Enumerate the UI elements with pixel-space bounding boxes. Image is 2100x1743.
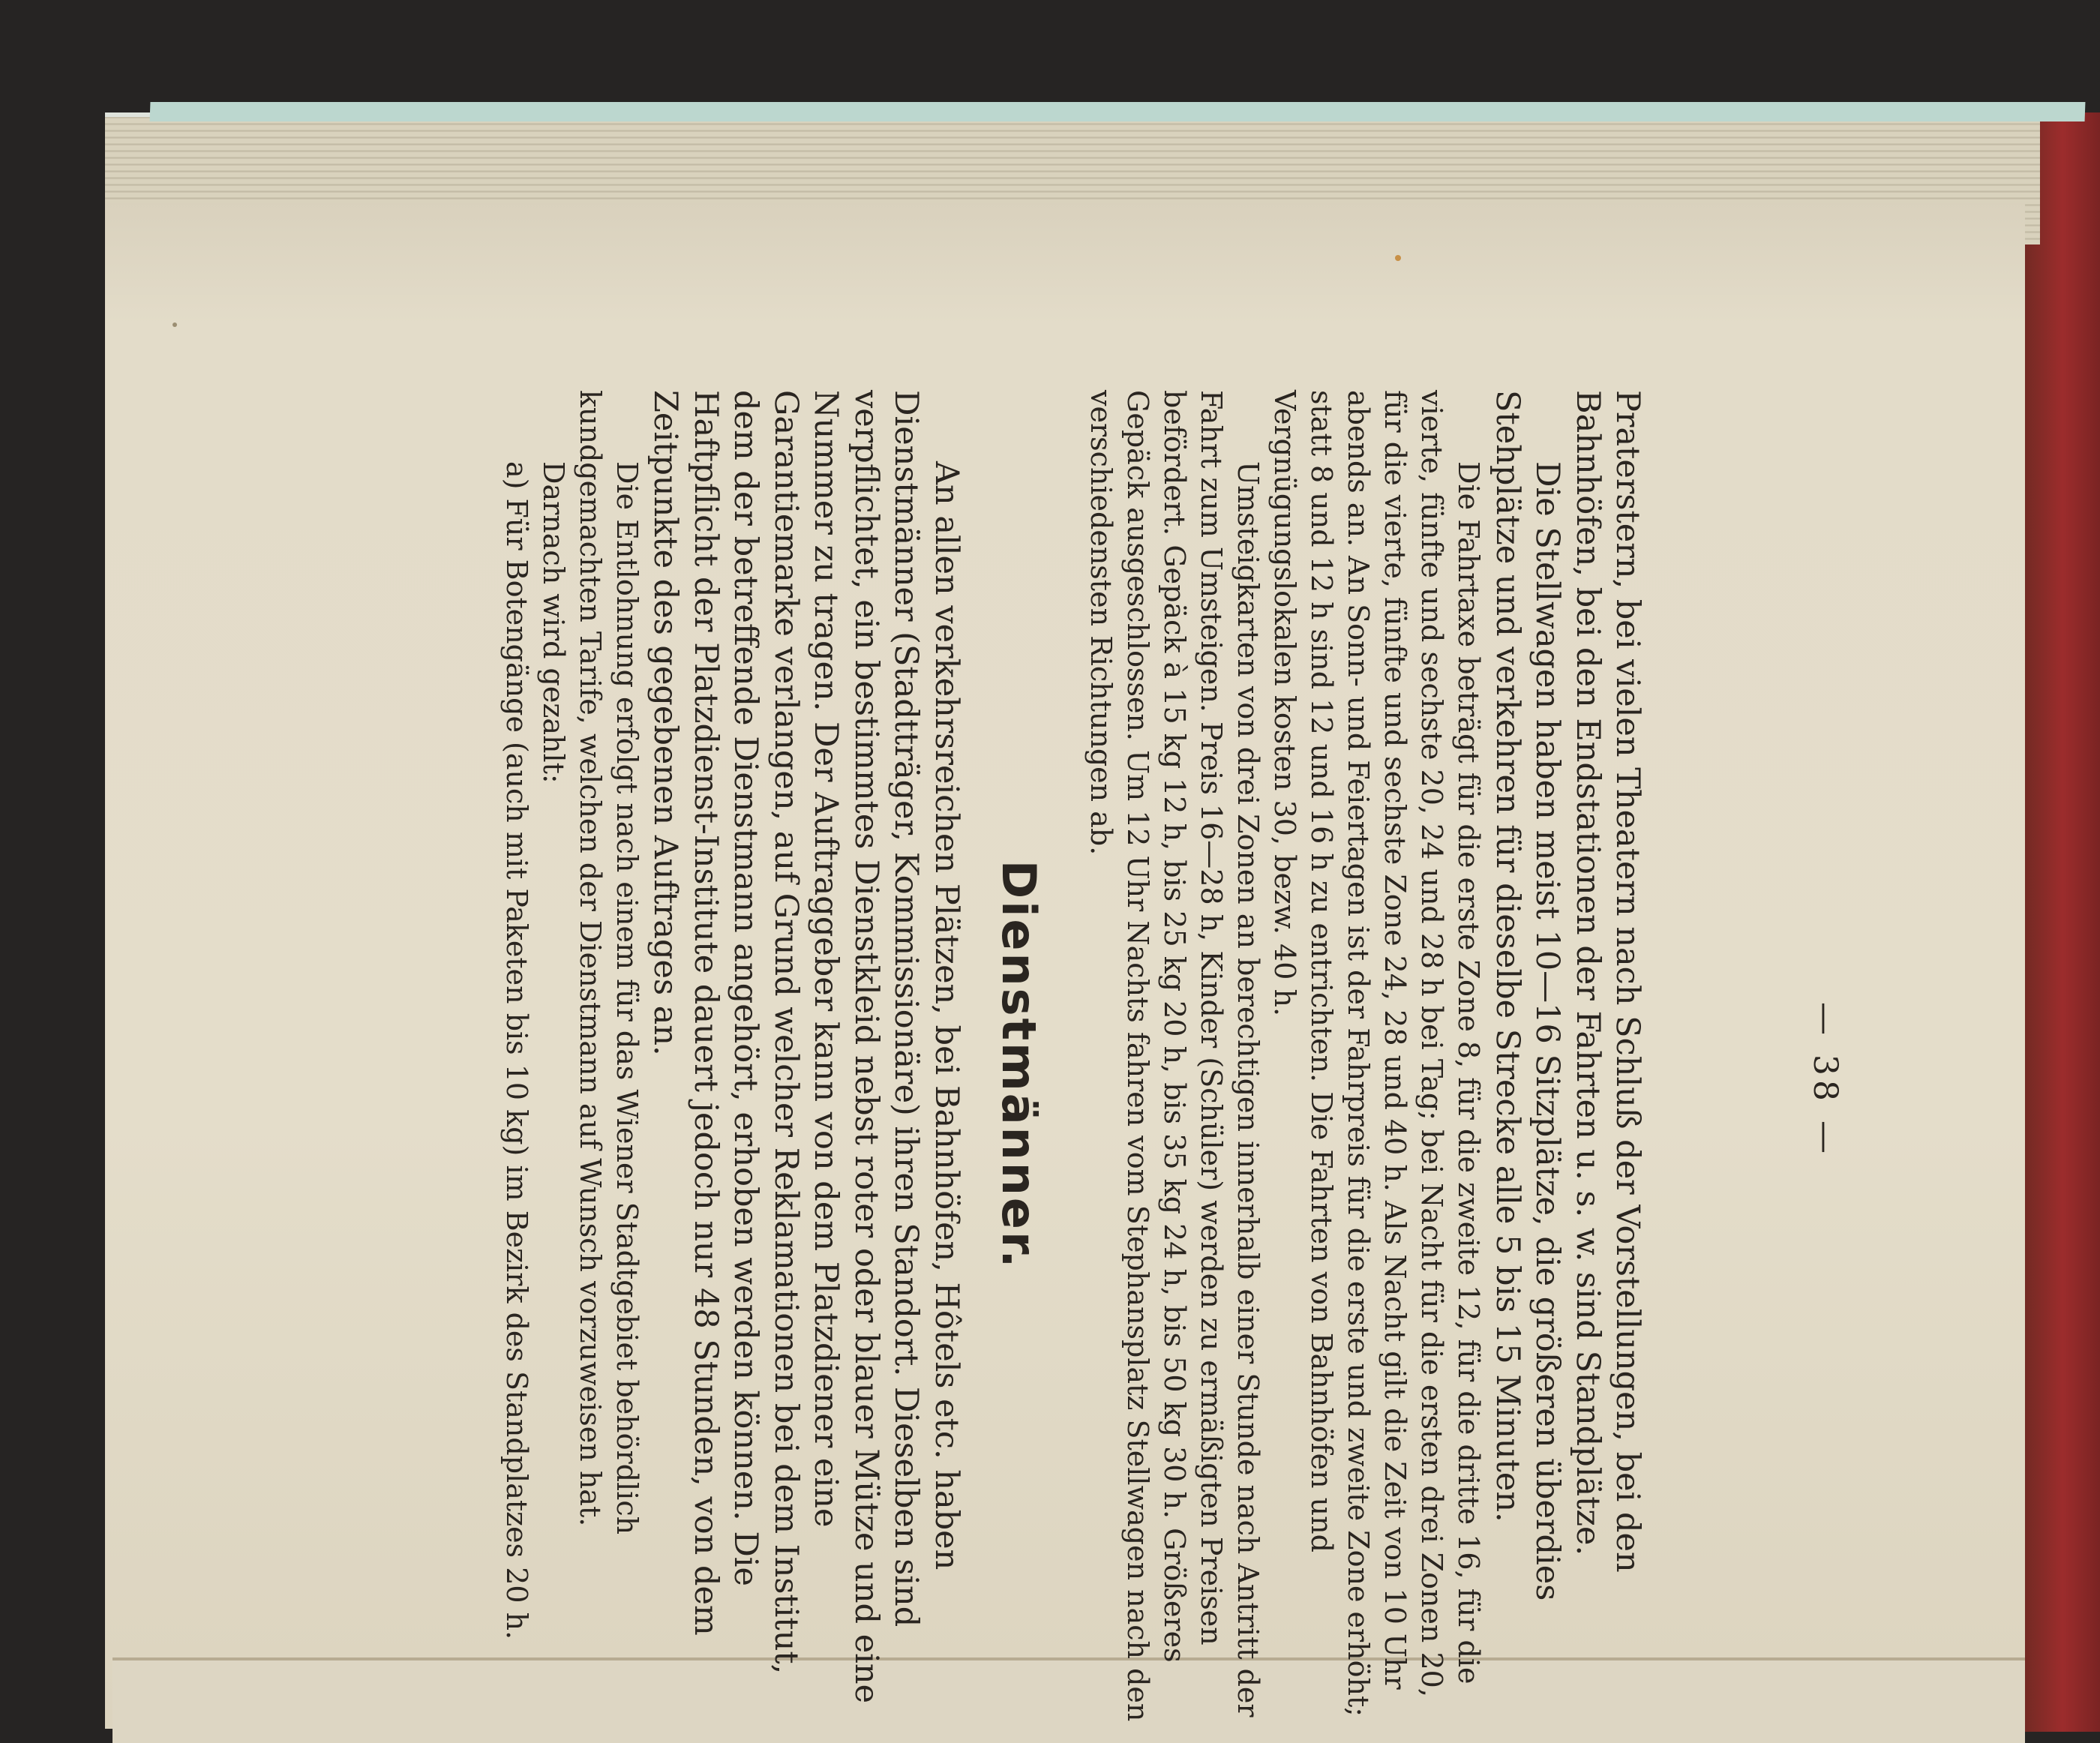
paragraph: Praterstern, bei vielen Theatern nach Schluß der Vorstellungen, bei den Bahnhöfen, bei den Endstationen der Fahrten u. s. w. sind Standplätze. — [1569, 390, 1647, 1573]
paragraph: a) Für Botengänge (auch mit Paketen bis 10 kg) im Bezirk des Standplatzes 20 h. — [500, 461, 533, 1640]
section-heading: Dienstmänner. — [992, 860, 1047, 1270]
book-cover-edge — [2018, 112, 2100, 1732]
section-dienstmaenner — [498, 390, 966, 1740]
paper-spot — [172, 322, 177, 327]
paragraph: An allen verkehrsreichen Plätzen, bei Bahnhöfen, Hôtels etc. haben Dienstmänner (Stadtträger, Kommissionäre) ihren Standort. Dieselben sind verpflichtet, ein bestimmtes Dienstkleid nebst roter oder blauer Mütze und eine Nummer zu tragen. Der Auftraggeber kann von dem Platzdiener eine Garantiemarke verlangen, auf Grund welcher Reklamationen bei dem Institut, dem der betreffende Dienstmann angehört, erhoben werden können. Die Haftpflicht der Platzdienst-Institute dauert jedoch nur 48 Stunden, von dem Zeitpunkte des gegebenen Auftrages an. — [646, 390, 965, 1704]
paragraph: Die Fahrtaxe beträgt für die erste Zone 8, für die zweite 12, für die dritte 16, für die vierte, fünfte und sechste 20, 24 und 28 h bei Tag; bei Nacht für die ersten drei Zonen 20, für die vierte, fünfte und sechste Zone 24, 28 und 40 h. Als Nacht gilt die Zeit von 10 Uhr abends an. An Sonn- und Feiertagen ist der Fahrpreis für die erste und zweite Zone erhöht; statt 8 und 12 h sind 12 und 16 h zu entrichten. Die Fahrten von Bahnhöfen und Vergnügungslokalen kosten 30, bezw. 40 h. — [1268, 390, 1486, 1718]
section-stellwagen — [1083, 390, 1648, 1740]
paragraph: Umsteigkarten von drei Zonen an berechtigen innerhalb einer Stunde nach Antritt der Fahrt zum Umsteigen. Preis 16—28 h, Kinder (Schüler) werden zu ermäßigten Preisen befördert. Gepäck à 15 kg 12 h, bis 25 kg 20 h, bis 35 kg 24 h, bis 50 kg 30 h. Größeres Gepäck ausgeschlossen. Um 12 Uhr Nachts fahren vom Stephansplatz Stellwagen nach den verschiedensten Richtungen ab. — [1084, 390, 1265, 1722]
paragraph: Darnach wird gezahlt: — [537, 461, 570, 784]
paragraph: Die Entlohnung erfolgt nach einem für das Wiener Stadtgebiet behördlich kundgemachten Tarife, welchen der Dienstmann auf Wunsch vorzuweisen hat. — [574, 390, 644, 1535]
cover-strip — [150, 102, 2086, 122]
page-number: — 38 — — [1806, 1002, 1844, 1158]
paragraph: Die Stellwagen haben meist 10—16 Sitzplätze, die größeren überdies Stehplätze und verkehren für dieselbe Strecke alle 5 bis 15 Minuten. — [1489, 390, 1567, 1601]
page-text — [262, 390, 1844, 1740]
paper-spot — [1395, 255, 1401, 261]
